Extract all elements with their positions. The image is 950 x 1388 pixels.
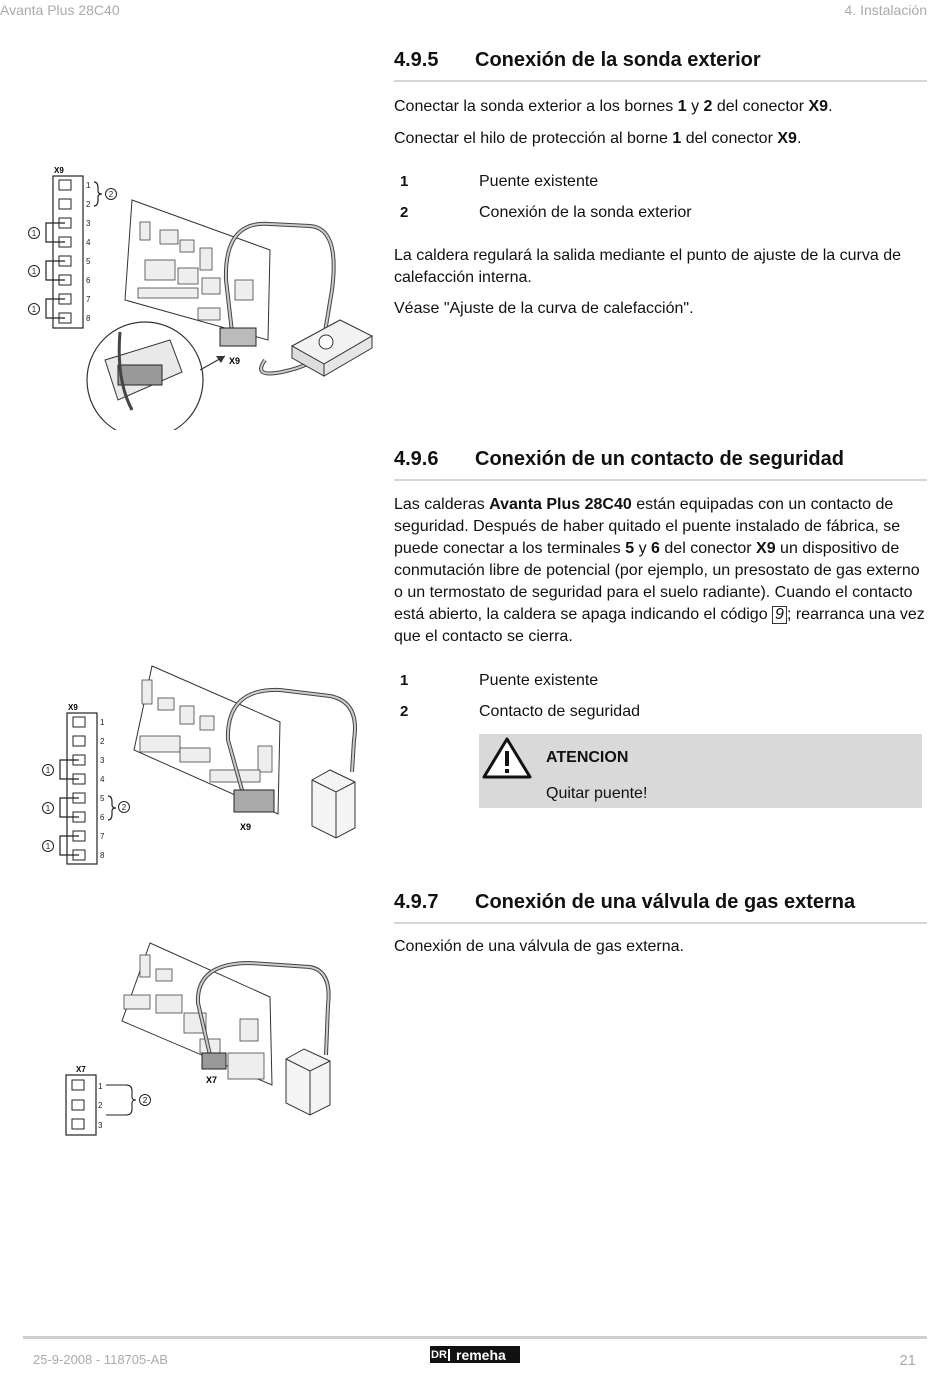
callout-1: 1 <box>45 766 51 775</box>
callout-2: 2 <box>121 803 127 812</box>
pin-label: 5 <box>86 257 91 266</box>
warning-box <box>479 734 922 808</box>
figure-x9-safety-contact <box>30 660 370 870</box>
section-number: 4.9.5 <box>394 49 439 71</box>
logo-mark: DR <box>430 1349 450 1361</box>
board-connector-label: X9 <box>240 822 252 832</box>
footer-date-reference: 25-9-2008 - 118705-AB <box>33 1352 168 1367</box>
callout-1: 1 <box>31 305 37 314</box>
warning-title: ATENCION <box>546 749 629 766</box>
section-heading <box>394 448 927 481</box>
callout-1: 1 <box>31 267 37 276</box>
error-code-display: 9 <box>772 606 787 624</box>
connector-label: X7 <box>76 1065 86 1074</box>
callout-2: 2 <box>108 190 114 199</box>
footer-divider <box>23 1336 927 1339</box>
pin-label: 4 <box>86 238 91 247</box>
section-heading <box>394 49 927 82</box>
pin-label: 1 <box>98 1082 103 1091</box>
warning-triangle-icon <box>481 736 533 780</box>
pin-label: 2 <box>86 200 91 209</box>
pin-label: 3 <box>98 1121 103 1130</box>
pin-label: 8 <box>86 314 91 323</box>
pin-label: 1 <box>86 181 91 190</box>
figure-x9-outdoor-sensor <box>20 160 380 430</box>
pin-label: 3 <box>86 219 91 228</box>
legend-item: 2 Contacto de seguridad <box>400 703 640 720</box>
section-number: 4.9.6 <box>394 448 439 470</box>
pin-label: 3 <box>100 756 105 765</box>
paragraph: Conexión de una válvula de gas externa. <box>394 938 684 955</box>
paragraph: Las calderas Avanta Plus 28C40 están equipadas con un contacto de seguridad. Después de haber quitado el puente instalado de fábrica, se puede conectar a los terminales 5 y 6 del conector X9 un dispositivo de conmutación libre de potencial (por ejemplo, un presostato de gas externo o un termostato de seguridad para el suelo radiante). Cuando el contacto está abierto, la caldera se apaga indicando el código 9 ; rearranca una vez que el contacto se cierra. <box>394 496 925 645</box>
board-connector-label: X9 <box>229 356 241 366</box>
section-heading <box>394 891 927 924</box>
pin-label: 1 <box>100 718 105 727</box>
warning-text: Quitar puente! <box>546 785 648 802</box>
callout-2: 2 <box>142 1096 148 1105</box>
pin-label: 2 <box>100 737 105 746</box>
section-4-9-5 <box>394 49 927 317</box>
section-4-9-7 <box>394 891 927 955</box>
paragraph: Conectar el hilo de protección al borne 1 del conector X9. <box>394 130 802 147</box>
legend-item: 1 Puente existente <box>400 173 599 190</box>
legend-item: 1 Puente existente <box>400 672 599 689</box>
board-connector-label: X7 <box>206 1075 218 1085</box>
callout-1: 1 <box>45 842 51 851</box>
pin-label: 5 <box>100 794 105 803</box>
pin-label: 2 <box>98 1101 103 1110</box>
connector-label: X9 <box>54 166 64 175</box>
connector-label: X9 <box>68 703 78 712</box>
pin-label: 7 <box>100 832 105 841</box>
callout-1: 1 <box>45 804 51 813</box>
page-number: 21 <box>899 1352 916 1369</box>
section-title: Conexión de una válvula de gas externa <box>475 891 856 913</box>
legend-item: 2 Conexión de la sonda exterior <box>400 204 692 221</box>
header-document-title: Avanta Plus 28C40 <box>0 2 120 18</box>
section-number: 4.9.7 <box>394 891 439 913</box>
pin-label: 6 <box>86 276 91 285</box>
section-title: Conexión de un contacto de seguridad <box>475 448 844 470</box>
header-chapter: 4. Instalación <box>844 2 927 18</box>
logo-text: remeha <box>456 1346 506 1363</box>
pin-label: 7 <box>86 295 91 304</box>
paragraph: Conectar la sonda exterior a los bornes 1 y 2 del conector X9. <box>394 98 833 115</box>
pin-label: 6 <box>100 813 105 822</box>
pin-label: 4 <box>100 775 105 784</box>
paragraph: Véase "Ajuste de la curva de calefacción". <box>394 300 694 317</box>
remeha-logo <box>430 1346 520 1363</box>
paragraph: La caldera regulará la salida mediante el punto de ajuste de la curva de calefacción interna. <box>394 247 901 286</box>
callout-1: 1 <box>31 229 37 238</box>
section-title: Conexión de la sonda exterior <box>475 49 761 71</box>
pin-label: 8 <box>100 851 105 860</box>
figure-x7-gas-valve <box>60 935 350 1145</box>
section-4-9-6 <box>394 448 927 802</box>
